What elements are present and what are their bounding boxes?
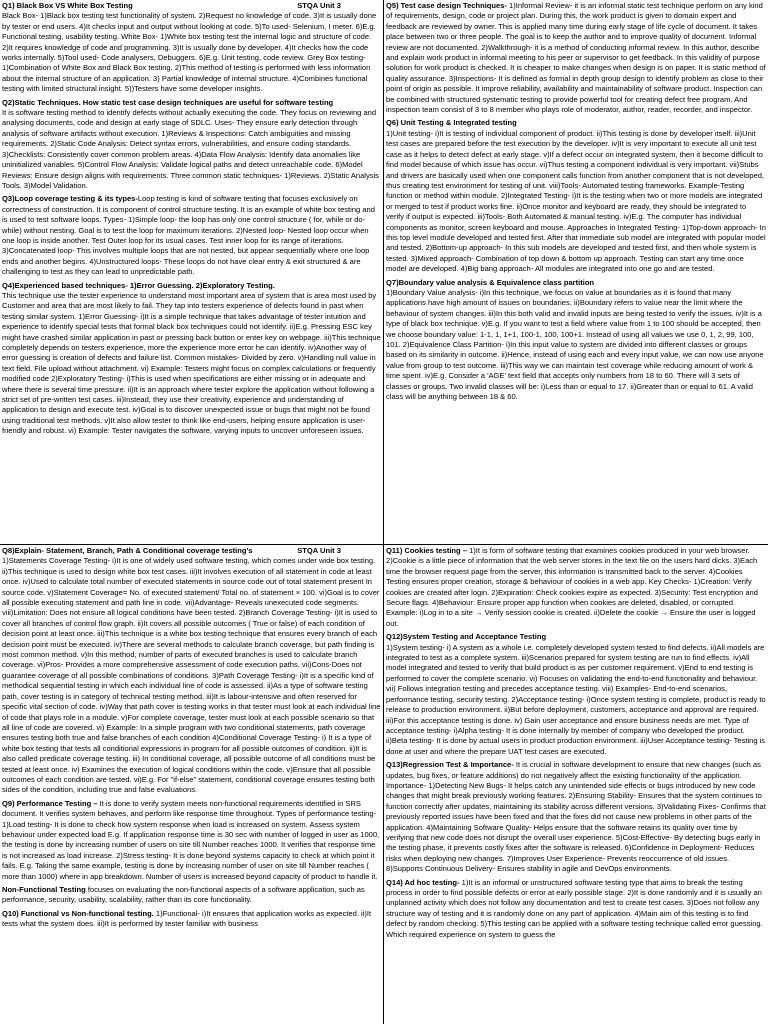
q1-section	[2, 1, 381, 95]
q14-text: 1)It is an informal or unstructured software testing type that aims to break the testing process in order to find possible defects or error at early possible stage. 2)It is done randomly and it is usually an unplanned activity which does not follow any documentation and test to create test cases. 3)Does not follow any structure way of testing and it is randomly done on any part of application. 4)Main aim of this testing is to find defect by random checking. 5)This testing can be applied with a software testing technique called error guessing. Which required experience on system to guess the	[386, 877, 763, 939]
q14-title: Q14) Ad hoc testing-	[386, 877, 460, 887]
q5-section	[386, 1, 766, 115]
q4-title: Q4)Experienced based techniques- 1)Error Guessing. 2)Exploratory Testing.	[2, 280, 275, 290]
q7-title: Q7)Boundary value analysis & Equivalence class partition	[386, 277, 595, 287]
q9-text: It is done to verify system meets non-functional requirements identified in SRS document. It verifies system behaves, and perform like response time throughout. Types of performance testing- 1)Load testing- It is done to check how system response when load is increased on system. Assess system behaviour under expected load E.g. If application response time is 30 sec with number of logged in user as 1000, the testing is done by increasing number of users on site till Number reaches 1000. It verifies that response time is not increased as load increase. 2)Stress testing- It is done beyond systems capacity to check at which point it fails. E.g. Taking the same example, testing is done by increasing number of user on site till Number reaches ( more than 1000) where in app breakdown. Number of users is increased beyond capacity of product to handle it.	[2, 798, 380, 881]
q5-text: 1)Informal Review- it is an informal static test technique perform on any kind of requirements, design, code or project plan. During this, the work product is given to domain expert and feedback are reviewed by owner. This is applied many time during early stage of life cycle of document. It takes place between two or three people. The goal is to keep the author and to improve quality of document. Informal review are not documented. 2)Walkthrough- it is a method of conducting informal review. In this author, describe and explain work product in informal meeting to his peer or supervisor to get feedback. In this validity of purpose solution for work product is checked. It is cheaper to make changes when design is on paper. It is static method of quality assurance. 3)Inspections- It is defined as formal in depth group design to identify problem as close to their point of origin as possible. It improve reliability, availability and maintainability of software product. Inspection can be combined with structured systematic testing to provide powerful tool for creating defect free program. And inspection team consist of 3 to 8 member who plays role of moderator, author, reader, recorder, and inspector.	[386, 1, 766, 115]
q4-section	[2, 281, 381, 437]
nonfunctional-lead: Non-Functional Testing	[2, 885, 86, 894]
unit-label: STQA Unit 3	[297, 546, 341, 555]
q8-title: Q8)Explain- Statement, Branch, Path & Conditional coverage testing's	[2, 546, 253, 555]
q5-title: Q5) Test case design Techniques-	[386, 1, 507, 10]
q8-header	[2, 546, 381, 556]
cell-bottom-left	[0, 545, 383, 1024]
nonfunctional-text: focuses on evaluating the non-functional aspects of a software application, such as performance, security, usability, scalability, rather than its core functionality.	[2, 885, 365, 905]
q13-title: Q13)Regression Test & Importance-	[386, 760, 514, 770]
nonfunctional-section	[2, 885, 381, 906]
q13-section	[386, 760, 766, 874]
q3-text: Loop testing is kind of software testing that focuses exclusively on correctness of construction. It is component of control structure testing. It is an example of white box testing and is used to test software loops. Types- 1)Simple loop- the loop has only one control structure ( for, while or do-while) without nesting. Goal is to test the loop for maximum iterations. 2)Nested loop- Nested loop occur when one loop is inside another. Test Outer loop for its usual cases. Test inner loop for its range of iterations. 3)Concatenated loop- This involves multiple loops that are not nested, but appear sequentially where one loop ends and another begins. 4)Unstructured loops- These loops do not have clear entry & exit structured & are challenging to test as they can lead to unpredictable path.	[2, 194, 375, 277]
q3-section	[2, 194, 381, 277]
q13-text: It is crucial in software development to ensure that new changes (such as updates, bug fixes, or feature additions) do not negatively affect the existing functionality of the application. Importance- 1)Detecting New Bugs- It helps catch any unintended side effects or bugs introduced by new code changes that might break previously working features. 2)Ensuring Stability- Ensures that the system continues to function correctly after updates, maintaining its stability across different versions. 3)Validating Fixes- Confirms that previously reported issues have been fixed and that the fixes did not cause new problems in other parts of the application. 4)Maintaining Software Quality- Helps ensure that the software retains its quality over time by verifying that new code does not disrupt the overall user experience. 5)Cost-Effective- By detecting bugs early in the testing phase, it prevents costly fixes after the software is released. 6)Confidence in Deployment- Reduces risks when deploying new changes. 7)Improves User Experience- Prevents reoccurrence of old issues. 8)Supports Continuous Delivery- Ensures stability in agile and DevOps environments.	[386, 760, 766, 874]
q10-section	[2, 909, 381, 930]
q14-section	[386, 878, 766, 940]
q10-text: 1)Functional- i)It ensures that application works as expected. ii)It tests what the system does. iii)It is performed by tester familiar with business	[2, 908, 372, 929]
q6-title: Q6) Unit Testing & Integrated testing	[386, 118, 517, 128]
q1-text: Black Box- 1)Black box testing test functionality of system. 2)Request no knowledge of code. 3)It is usually done by tester or end users. 4)It checks input and output without looking at code. 5)To used- Selenium, I meter. 6)E.g. Functional testing, usability testing. White Box- 1)White box testing test the internal logic and structure of code. 2)It requires knowledge of code and programming. 3)It is usually done by developer. 4)It checks how the code works internally. 5)Tool used- Code analysers, Debuggers. 6)E.g. Unit testing, code review. Grey Box testing- 1)Combination of White Box and Black Box testing. 2)This method of testing is performed with less information about the internal structure of an application. 3) Partial knowledge of internal structure. 4)Combines functional testing with limited structural insight. 5))Testers have some developer insights.	[2, 11, 377, 94]
q10-title: Q10) Functional vs Non-functional testing.	[2, 908, 154, 918]
cell-top-left	[0, 0, 383, 544]
q2-section	[2, 98, 381, 192]
q9-title: Q9) Performance Testing –	[2, 798, 98, 808]
q12-title: Q12)System Testing and Acceptance Testing	[386, 632, 547, 642]
q6-section	[386, 118, 766, 274]
q3-title: Q3)Loop coverage testing & its types-	[2, 194, 138, 204]
q11-title: Q11) Cookies testing –	[386, 546, 467, 555]
q8-section	[2, 546, 381, 796]
q1-title: Q1) Black Box VS White Box Testing	[2, 1, 133, 10]
q11-text: 1)It is form of software testing that examines cookies produced in your web browser. 2)Cookie is a little piece of information that the web server stores in the text file on the users hard dicks. 3)Each time the browser request page from the server, this information is transmitted back to the server. 4)Cookies Testing ensures proper creation, storage & behaviour of cookies in a web app. Key Checks- 1)Creation: Verify cookies are created after login. 2)Expiration: Check cookies expire as expected. 3)Security: Test encryption and Secure flags. 4)Behaviour: Ensure proper app function when cookies are deleted, disabled, or corrupted. Example: i)Log in to a site → Verify session cookie is created. ii)Delete the cookie → Ensure the user is logged out.	[386, 546, 758, 628]
q4-text: This technique use the tester experience to understand most important area of system that is area most used by Customer and area that are most likely to fail. They tap into testers experience of defects found in past when testing similar system. 1)Error Guessing- i)It is a simple technique that takes advantage of tester intuition and experience to identify special tests that formal black box techniques could not identify. ii)E.g. Pressing ESC key might have crashed similar application in past or pressing back button or enter key on webpage. iii)This technique completely depends on testers experience, more the experience more error he can identify. iv)Another way of error guessing is creation of defects and failure list. Common mistakes- Divided by zero. v)Handling null value in text field. File upload without attachment. vi) Example: Testers might focus on complex calculations or frequently modified code 2)Exploratory Testing- i)This is used when specifications are either missing or in adequate and where there is several time pressure. ii)It is an approach where tester explore the application without following a strict set of pre-written test cases. iii)Instead, they use their creativity, experience and understanding of application to design and execute test. iv)Goal is to discover unexpected issue or bugs that might not be found using traditional test methods. v)It also allow tester to think like end-users, helping ensure application is user-friendly and robust. vi) Example: Tester navigates the software, varying inputs to uncover unforeseen issues.	[2, 290, 381, 436]
q2-title: Q2)Static Techniques. How static test case design techniques are useful for software testing	[2, 97, 334, 107]
q12-section	[386, 632, 766, 757]
cell-top-right	[384, 0, 768, 544]
q2-text: It is software testing method to identify defects without actually executing the code. They focus on reviewing and analysing documents, code and design at early stage of SDLC. Uses- They ensure early detection through analysis of software artifacts without execution. 1)Reviews & Inspections: Catch ambiguities and missing requirements. 2)Static Code Analysis: Detect syntax errors, vulnerabilities, and ensure coding standards. 3)Checklists: Consistently cover common problem areas. 4)Data Flow Analysis: Identify data anomalies like uninitialized variables. 5)Control Flow Analysis: Validate logical paths and detect unreachable code. 6)Model Reviews: Ensure design aligns with requirements. Three common static techniques- 1)Reviews. 2)Static Analysis Tools. 3)Model Validation.	[2, 108, 379, 190]
q7-text: 1)Boundary Value analysis- i)In this technique, we focus on value at boundaries as it is found that many applications have high amount of issues on boundaries. ii)Boundary refers to value near the limit where the behaviour of system changes. iii)In this both valid and invalid inputs are being tested to verify the issues. iv)It is a type of black box technique. v)E.g. If you want to test a field where value from 1 to 100 should be accepted, then we choose boundary value: 1-1, 1, 1+1, 100-1, 100, 100+1. Instead of using all values we use 0, 1, 2, 99, 100, 101. 2)Equivalence Class Partition- i)In this input value to system are divided into different classes or groups based on its similarity in outcome. ii)Hence, instead of using each and every input value, we can now use anyone value from group to test outcome. iii)This way we can maintain test coverage while reducing amount of work & time spent. iv)E.g. Consider a 'AGE' text field that accepts only numbers from 18 to 60. There will 3 sets of classes or groups. Two invalid classes will be: i)Less than or equal to 17. ii)Greater than or equal to 61. A valid class will be anything between 18 & 60.	[386, 287, 764, 402]
q7-section	[386, 278, 766, 403]
q8-text: 1)Statements Coverage Testing- i)It is one of widely used software testing, which comes under wide box testing. ii)This technique is used to design white box test cases. iii)It involves execution of all statement in code at least once. iv)Used to calculate total number of executed statements in source code out of total statement present In source code. v)Statement Coverage= No. of executed statement/ Total no. of statement × 100. vi)Goal is to cover all possible executing statement and path line in code. vii)Advantage- Reveals unexecuted code segments. viii)Limitation: Does not ensure all logical conditions have been tested. 2)Branch Coverage Testing- i)It is used to cover all branches of control flow graph. ii)It covers all possible outcomes ( True or false) of each condition of decision point at least once. iii)This technique is a white box testing technique that ensures every branch of each decision point must be executed. iv)There are several methods to calculate branch coverage, but path finding is most common method. v)In this method, number of parts of executed branches is used to calculate branch coverage. vi)Pros- Provides a more comprehensive assessment of code execution paths. vii)Cons-Does not guarantee coverage of all possible combinations of conditions. 3)Path Coverage Testing- i)It is a specific kind of methodical sequential testing in which each individual line of code is assessed. ii)As a type of software testing path, cover testing is in category of technical testing method. iii)It is labour-intensive and often reserved for specific vital section of code. iv)Way that path cover is testing works in that tester must look at each individual line of code that plays role in a module. v)For complete coverage, tester must look at each possible scenario so that all line of code are covered. vi) Example: In a simple program with two conditional statements, path coverage ensures testing both true and false branches of each condition 4)Conditional Coverage Testing- i) It is a type of white box testing that tests all conditional expressions in program for all possible outcomes of condition. ii)It is also called predicate coverage testing. iii) In conditional coverage, all possible outcome of all conditions must be tested at least once. iv) Examines the execution of logical conditions within the code. v)Ensure that all possible outcomes of each condition are tested. vi)E.g. For "if-else" statement, conditional coverage ensures testing both sides of the condition, including true and false evaluations.	[2, 556, 381, 795]
q9-section	[2, 799, 381, 882]
cell-bottom-right	[384, 545, 768, 1024]
q1-header	[2, 1, 381, 11]
q12-text: 1)System testing- i) A system as a whole i.e. completely developed system tested to find defects. ii)All models are integrated to test as a complete system. iii)Scenarios prepared for system testing are run to find effects. iv)All model integrated and tested to verify that build product is as per customer requirement. v)End to end testing is performed to cover the complete scenario. vi) Focuses on validating the end-to-end functionality and behaviour. vii) Follows integration testing and precedes acceptance testing. viii) Examples- End-to-end scenarios, performance testing, security testing. 2)Acceptance testing- i)Once system testing is complete, product is ready to release to production environment. ii)But before deployment, customers, acceptance and approval are required. iii)For this acceptance testing is done. iv) Gain user acceptance and ensure business needs are met. Type of acceptance testing- i)Alpha testing- It is done internally by member of company who developed the product. ii)Beta testing- It is done by actual users in product production environment. iii)User Acceptance testing- Testing is done at user and where the prepare UAT test cases are executed.	[386, 642, 766, 756]
q6-text: 1)Unit testing- i)It is testing of individual component of product. ii)This testing is done by developer itself. iii)Unit test cases are prepared before the test execution by the developer. iv)It is very important to execute all unit test case as it helps to detect defect at early stage. v)If a defect occur on integrated system, then it become difficult to find model because of which issue has occur. vi)Thus testing a component individual is very important. vii)Stubs and drivers are basically used when one component calls function from another component that is not developed, thus creating test environment for testing of unit. viii)Tools- Automated testing frameworks. Example-Testing function or method within module. 2)Integrated Testing- i)It is the testing when two or more models are integrated or merged to test if product works fine. ii)Once monitor and keyboard are ready, they should be integrated to verify if output is expected. iii)Tools- Both Automated & manual testing. iv)E.g. The computer has individual components as monitor, screen keyboard and mouse. Approaches in Integrated Testing- 1)Top-down approach- In this top level module developed and tested first. After that immediate sub model are integrated with popular model and tested. 2)Bottom-up approach- In this sub models are developed and tested first, and then whole system is tested. 3)Mixed approach- Combination of top down & bottom up approach. Testing can start any time once model are developed. 4)Big bang approach- All modules are integrated into one go and are tested.	[386, 128, 766, 274]
q11-section	[386, 546, 766, 629]
unit-label: STQA Unit 3	[297, 1, 341, 10]
